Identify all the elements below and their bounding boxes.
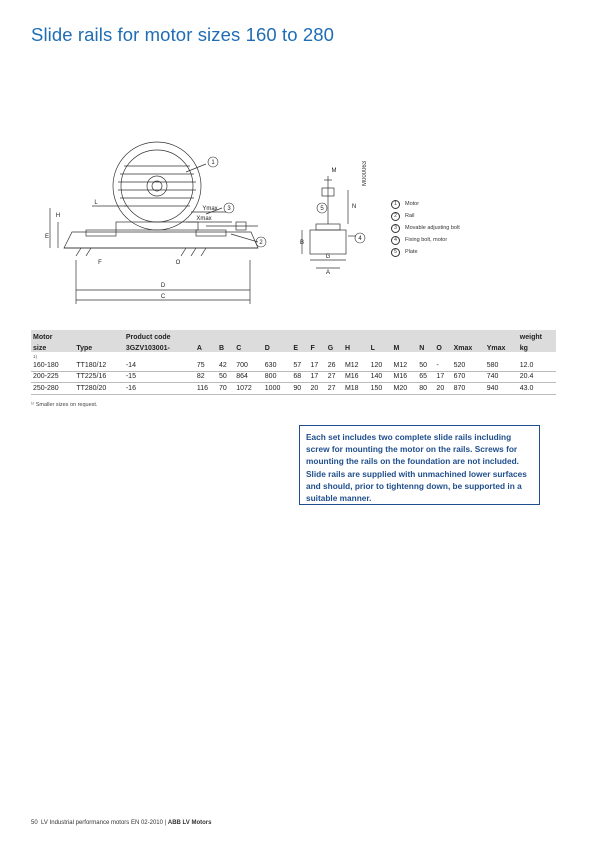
table-cell: 520 xyxy=(452,360,485,371)
legend-item: 5 Plate xyxy=(391,246,460,258)
table-cell: 630 xyxy=(263,360,292,371)
table-cell: 82 xyxy=(195,371,217,383)
table-cell: 800 xyxy=(263,371,292,383)
table-cell: 200-225 xyxy=(31,371,74,383)
page-number: 50 xyxy=(31,820,38,826)
table-cell: M xyxy=(393,345,400,352)
table-cell xyxy=(234,330,263,341)
table-cell: 20.4 xyxy=(518,371,556,383)
footer-separator: | xyxy=(164,820,167,826)
dim-G: G xyxy=(325,254,331,260)
table-cell: 1000 xyxy=(263,383,292,395)
table-cell: O xyxy=(436,345,442,352)
legend-item: 3 Movable adjusting bolt xyxy=(391,222,460,234)
callout-4: 4 xyxy=(358,236,362,242)
table-row xyxy=(31,371,556,383)
table-cell: Motor xyxy=(33,334,53,341)
table-cell: 740 xyxy=(485,371,518,383)
legend-item: 4 Fixing bolt, motor xyxy=(391,234,460,246)
table-cell: size xyxy=(33,345,47,352)
table-cell: Xmax xyxy=(453,345,473,352)
callout-1: 1 xyxy=(211,160,215,166)
table-footnote-row xyxy=(31,352,556,360)
table-cell: H xyxy=(344,345,350,352)
info-callout: Each set includes two complete slide rails including screw for mounting the motor on the rails. Screws for mounting the rails on the foundation are not included. Slide rails are supplied with unmachined lower surfaces and should, prior to tightenng down, be supported in a suitable manner. xyxy=(299,425,540,505)
table-cell: 870 xyxy=(452,383,485,395)
table-cell xyxy=(369,330,392,341)
table-cell: 80 xyxy=(417,383,434,395)
table-cell: 68 xyxy=(291,371,308,383)
table-cell: 120 xyxy=(369,360,392,371)
table-cell xyxy=(326,330,343,341)
table-cell: A xyxy=(196,345,202,352)
table-cell: M16 xyxy=(343,371,369,383)
legend-item: 2 Rail xyxy=(391,210,460,222)
dim-Xmax: Xmax xyxy=(196,216,212,222)
footer-text: LV Industrial performance motors EN 02-2010 xyxy=(41,820,163,826)
table-cell: -14 xyxy=(124,360,195,371)
dim-A: A xyxy=(325,270,331,276)
table-cell: 50 xyxy=(417,360,434,371)
table-cell: 160-180 xyxy=(31,360,74,371)
table-cell xyxy=(434,330,451,341)
table-cell: 65 xyxy=(417,371,434,383)
table-cell: 250-280 xyxy=(31,383,74,395)
table-cell: TT180/12 xyxy=(74,360,124,371)
callout-5: 5 xyxy=(320,206,324,212)
table-cell: kg xyxy=(519,345,528,352)
table-row xyxy=(31,383,556,395)
table-cell: TT225/16 xyxy=(74,371,124,383)
callout-3: 3 xyxy=(227,206,231,212)
table-cell: 150 xyxy=(369,383,392,395)
dim-F: F xyxy=(98,260,102,266)
dim-B: B xyxy=(299,240,305,246)
table-cell xyxy=(195,330,217,341)
table-cell: 700 xyxy=(234,360,263,371)
table-cell: 90 xyxy=(291,383,308,395)
table-cell: 70 xyxy=(217,383,234,395)
table-cell: 43.0 xyxy=(518,383,556,395)
table-cell: L xyxy=(370,345,375,352)
table-cell: 580 xyxy=(485,360,518,371)
table-cell: B xyxy=(219,345,225,352)
table-cell: 27 xyxy=(326,371,343,383)
table-cell: M20 xyxy=(392,383,418,395)
table-cell: 75 xyxy=(195,360,217,371)
table-cell: 3GZV103001- xyxy=(125,345,170,352)
table-cell xyxy=(452,330,485,341)
page-footer xyxy=(31,820,211,826)
dim-C: C xyxy=(160,294,166,300)
table-cell: 140 xyxy=(369,371,392,383)
table-cell: C xyxy=(236,345,242,352)
legend-item: 1 Motor xyxy=(391,198,460,210)
table-cell: 57 xyxy=(291,360,308,371)
dim-D: D xyxy=(160,283,166,289)
table-cell: 20 xyxy=(309,383,326,395)
table-cell: N xyxy=(419,345,425,352)
dim-H: H xyxy=(55,213,61,219)
table-cell xyxy=(392,330,418,341)
dim-O: O xyxy=(175,260,181,266)
table-cell: 1072 xyxy=(234,383,263,395)
table-cell xyxy=(263,330,292,341)
dim-Ymax: Ymax xyxy=(202,206,218,212)
dim-E: E xyxy=(44,234,50,240)
table-header-row xyxy=(31,330,556,341)
table-cell: 26 xyxy=(326,360,343,371)
table-cell: TT280/20 xyxy=(74,383,124,395)
table-cell xyxy=(485,330,518,341)
dim-L: L xyxy=(94,200,98,206)
table-cell: F xyxy=(310,345,315,352)
table-cell xyxy=(291,330,308,341)
table-cell: 50 xyxy=(217,371,234,383)
table-cell: - xyxy=(434,360,451,371)
table-cell: 17 xyxy=(434,371,451,383)
table-cell: 12.0 xyxy=(518,360,556,371)
table-cell xyxy=(343,330,369,341)
table-cell: 42 xyxy=(217,360,234,371)
table-cell xyxy=(417,330,434,341)
table-cell: 27 xyxy=(326,383,343,395)
table-cell: 17 xyxy=(309,371,326,383)
table-header-row xyxy=(31,341,556,352)
table-cell: 17 xyxy=(309,360,326,371)
table-cell: 20 xyxy=(434,383,451,395)
table-cell: 670 xyxy=(452,371,485,383)
table-cell: Ymax xyxy=(486,345,506,352)
footnote-marker: 1) xyxy=(33,353,38,359)
table-cell: M12 xyxy=(343,360,369,371)
table-cell: Type xyxy=(76,345,93,352)
table-cell xyxy=(217,330,234,341)
dim-M: M xyxy=(331,168,337,174)
table-cell: M12 xyxy=(392,360,418,371)
page-title: Slide rails for motor sizes 160 to 280 xyxy=(31,24,335,45)
table-cell: M16 xyxy=(392,371,418,383)
table-cell: -16 xyxy=(124,383,195,395)
callout-2: 2 xyxy=(259,240,263,246)
drawing-code: M000063 xyxy=(362,160,368,186)
table-cell xyxy=(309,330,326,341)
table-footnote: ¹⁾ Smaller sizes on request. xyxy=(31,402,98,408)
drawing-legend xyxy=(391,198,460,258)
table-cell: D xyxy=(264,345,270,352)
footer-brand: ABB LV Motors xyxy=(167,820,212,826)
table-cell: 864 xyxy=(234,371,263,383)
table-cell: M18 xyxy=(343,383,369,395)
table-cell: -15 xyxy=(124,371,195,383)
table-cell: G xyxy=(327,345,334,352)
dimensions-table xyxy=(31,330,556,395)
table-cell: 940 xyxy=(485,383,518,395)
table-cell xyxy=(74,330,124,341)
table-cell: weight xyxy=(519,334,542,341)
table-cell: 116 xyxy=(195,383,217,395)
table-cell: Product code xyxy=(125,334,171,341)
dim-N: N xyxy=(351,204,357,210)
table-cell: E xyxy=(293,345,298,352)
table-row xyxy=(31,360,556,371)
